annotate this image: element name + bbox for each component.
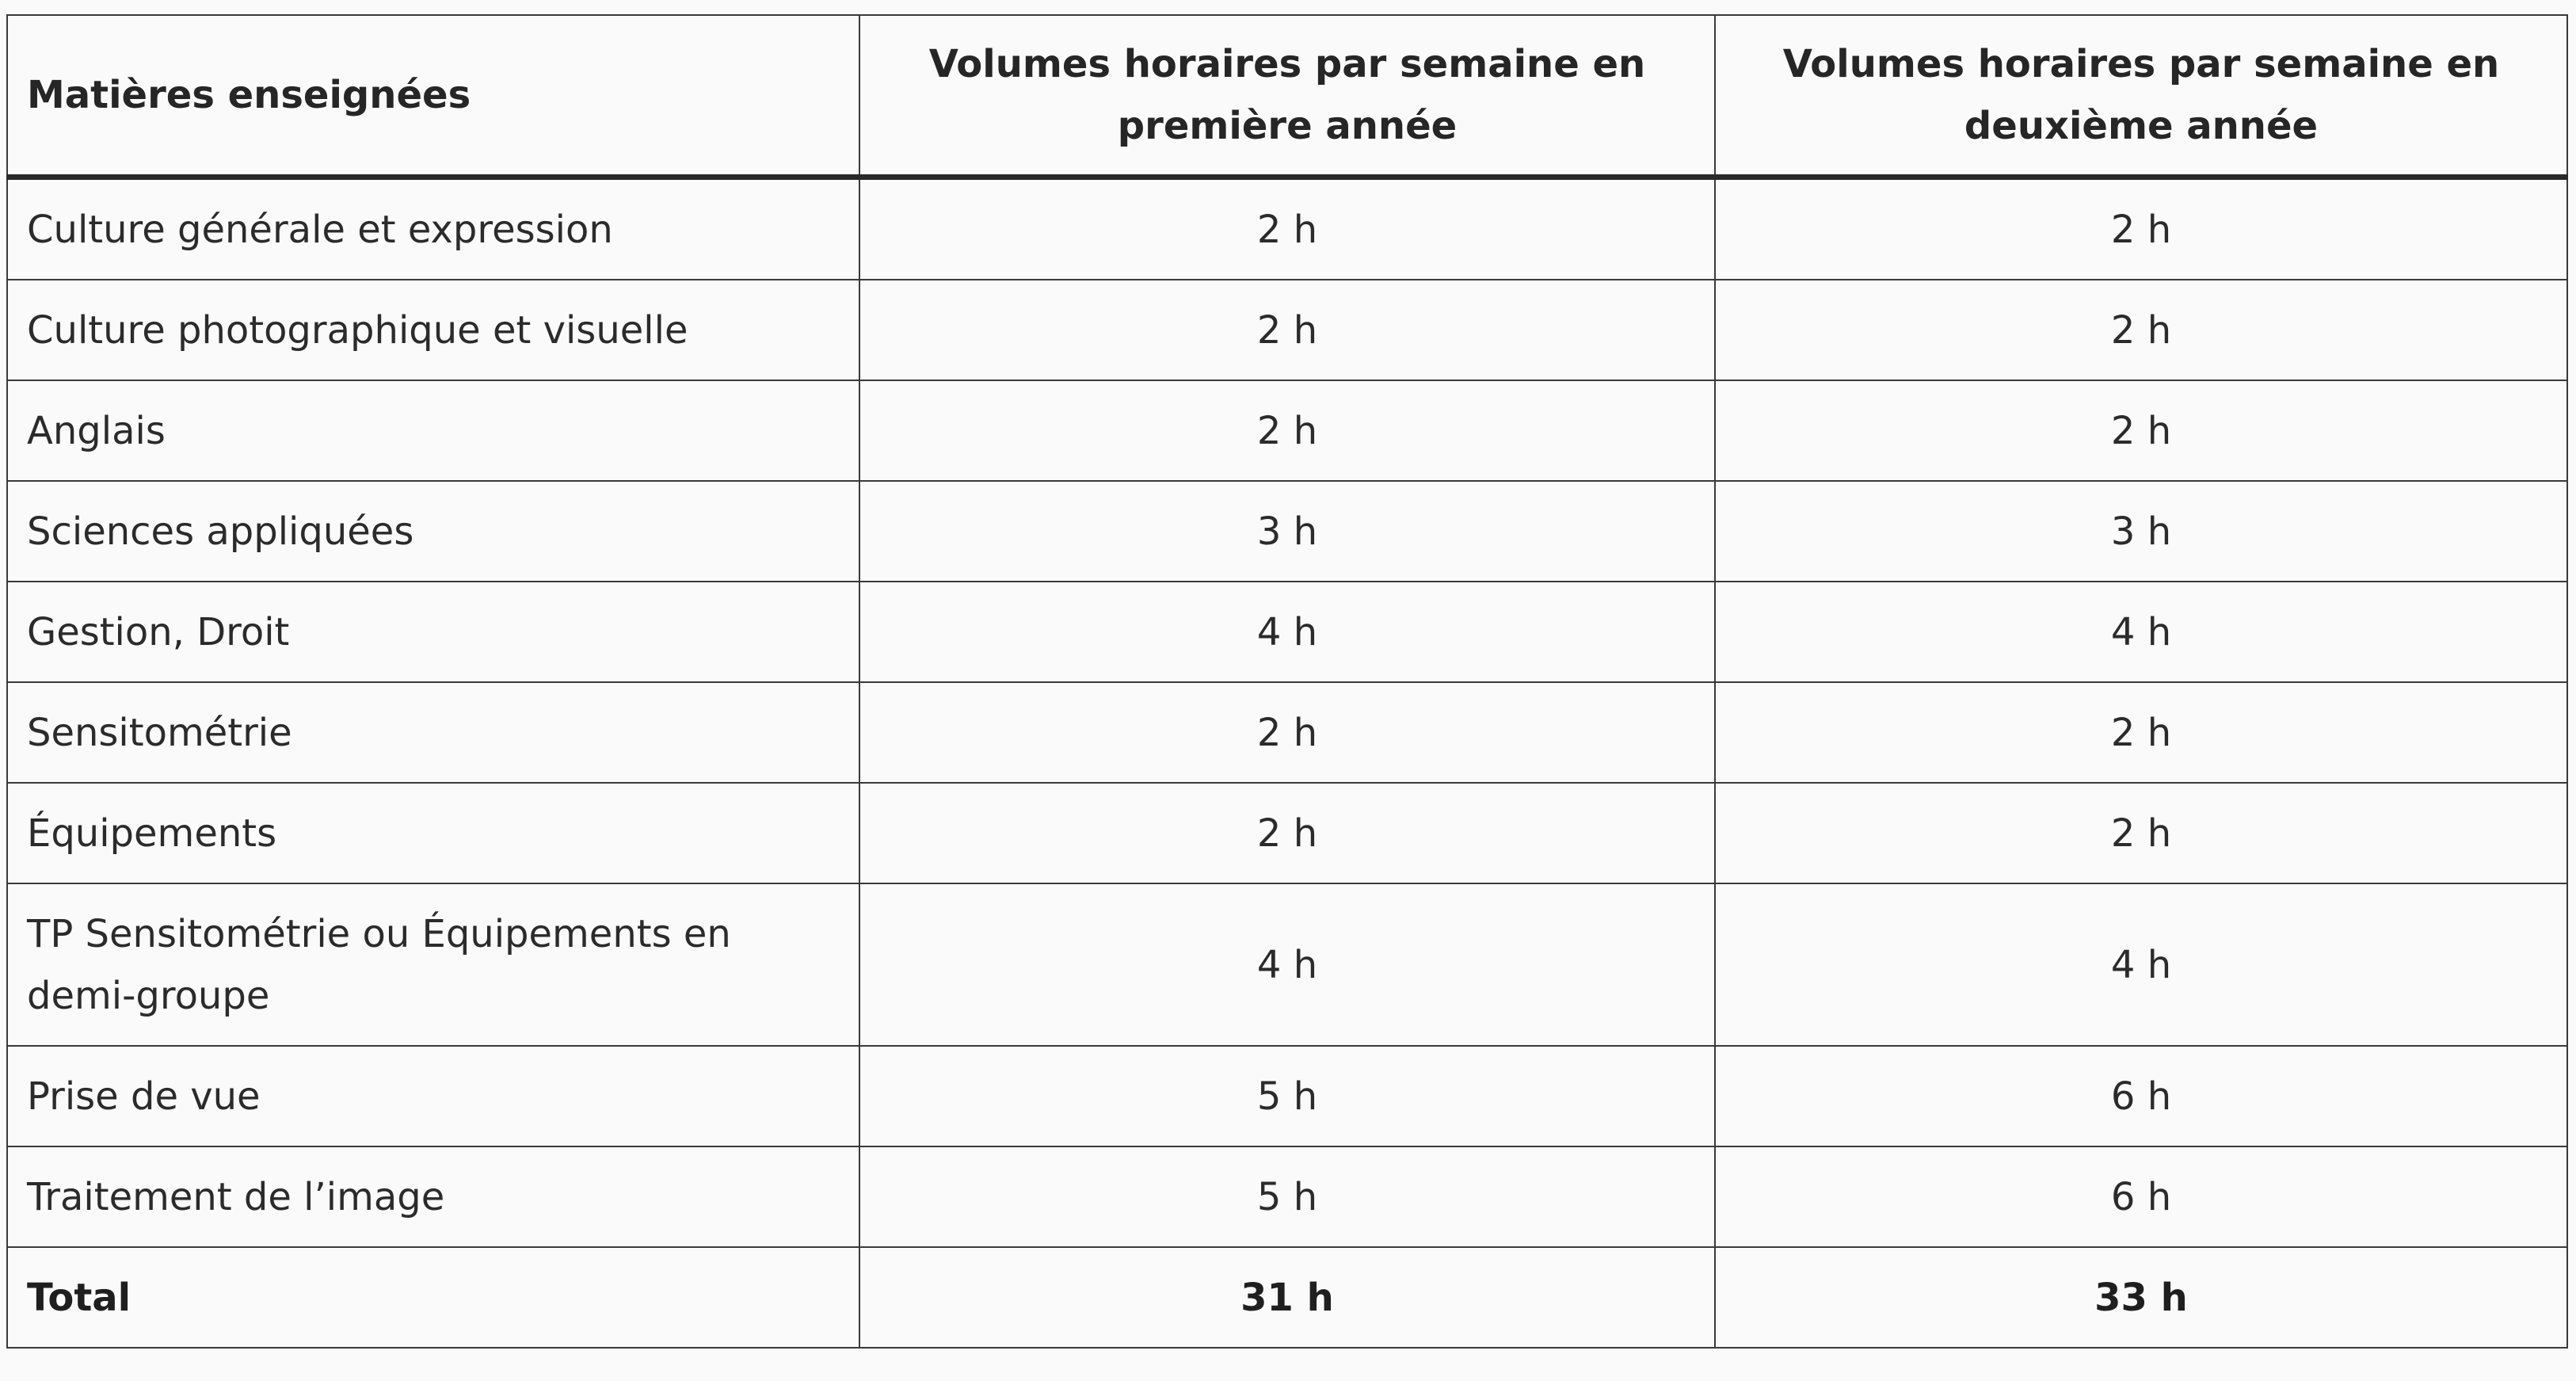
subject-cell: Gestion, Droit xyxy=(7,582,859,682)
total-row xyxy=(7,1247,2567,1348)
table-row xyxy=(7,380,2567,481)
total-label: Total xyxy=(7,1247,859,1348)
year1-hours-cell: 2 h xyxy=(859,177,1715,280)
subject-cell: Prise de vue xyxy=(7,1046,859,1146)
total-year1-hours: 31 h xyxy=(859,1247,1715,1348)
subject-cell: Équipements xyxy=(7,783,859,883)
year2-hours-cell: 2 h xyxy=(1715,280,2567,380)
header-year1-hours: Volumes horaires par semaine en première année xyxy=(859,15,1715,177)
subject-cell: Culture générale et expression xyxy=(7,177,859,280)
table-row xyxy=(7,280,2567,380)
header-year2-hours: Volumes horaires par semaine en deuxième année xyxy=(1715,15,2567,177)
year1-hours-cell: 4 h xyxy=(859,582,1715,682)
table-row xyxy=(7,582,2567,682)
subject-cell: Sensitométrie xyxy=(7,682,859,783)
year2-hours-cell: 2 h xyxy=(1715,783,2567,883)
table-row xyxy=(7,682,2567,783)
year2-hours-cell: 4 h xyxy=(1715,582,2567,682)
subject-cell: Sciences appliquées xyxy=(7,481,859,582)
year1-hours-cell: 5 h xyxy=(859,1046,1715,1146)
subject-cell: TP Sensitométrie ou Équipements en demi-groupe xyxy=(7,883,859,1046)
year1-hours-cell: 4 h xyxy=(859,883,1715,1046)
table-row xyxy=(7,883,2567,1046)
table-row xyxy=(7,177,2567,280)
table-header-row xyxy=(7,15,2567,177)
table-row xyxy=(7,1046,2567,1146)
year2-hours-cell: 2 h xyxy=(1715,380,2567,481)
header-subjects: Matières enseignées xyxy=(7,15,859,177)
table-row xyxy=(7,481,2567,582)
course-hours-table xyxy=(6,14,2568,1349)
subject-cell: Anglais xyxy=(7,380,859,481)
year2-hours-cell: 3 h xyxy=(1715,481,2567,582)
subject-cell: Traitement de l’image xyxy=(7,1146,859,1247)
year1-hours-cell: 2 h xyxy=(859,783,1715,883)
table-row xyxy=(7,783,2567,883)
year2-hours-cell: 4 h xyxy=(1715,883,2567,1046)
year1-hours-cell: 3 h xyxy=(859,481,1715,582)
subject-cell: Culture photographique et visuelle xyxy=(7,280,859,380)
total-year2-hours: 33 h xyxy=(1715,1247,2567,1348)
year1-hours-cell: 5 h xyxy=(859,1146,1715,1247)
year2-hours-cell: 6 h xyxy=(1715,1046,2567,1146)
year1-hours-cell: 2 h xyxy=(859,280,1715,380)
year1-hours-cell: 2 h xyxy=(859,682,1715,783)
year2-hours-cell: 2 h xyxy=(1715,682,2567,783)
year2-hours-cell: 6 h xyxy=(1715,1146,2567,1247)
table-row xyxy=(7,1146,2567,1247)
course-hours-table-container xyxy=(6,14,2566,1349)
year1-hours-cell: 2 h xyxy=(859,380,1715,481)
year2-hours-cell: 2 h xyxy=(1715,177,2567,280)
